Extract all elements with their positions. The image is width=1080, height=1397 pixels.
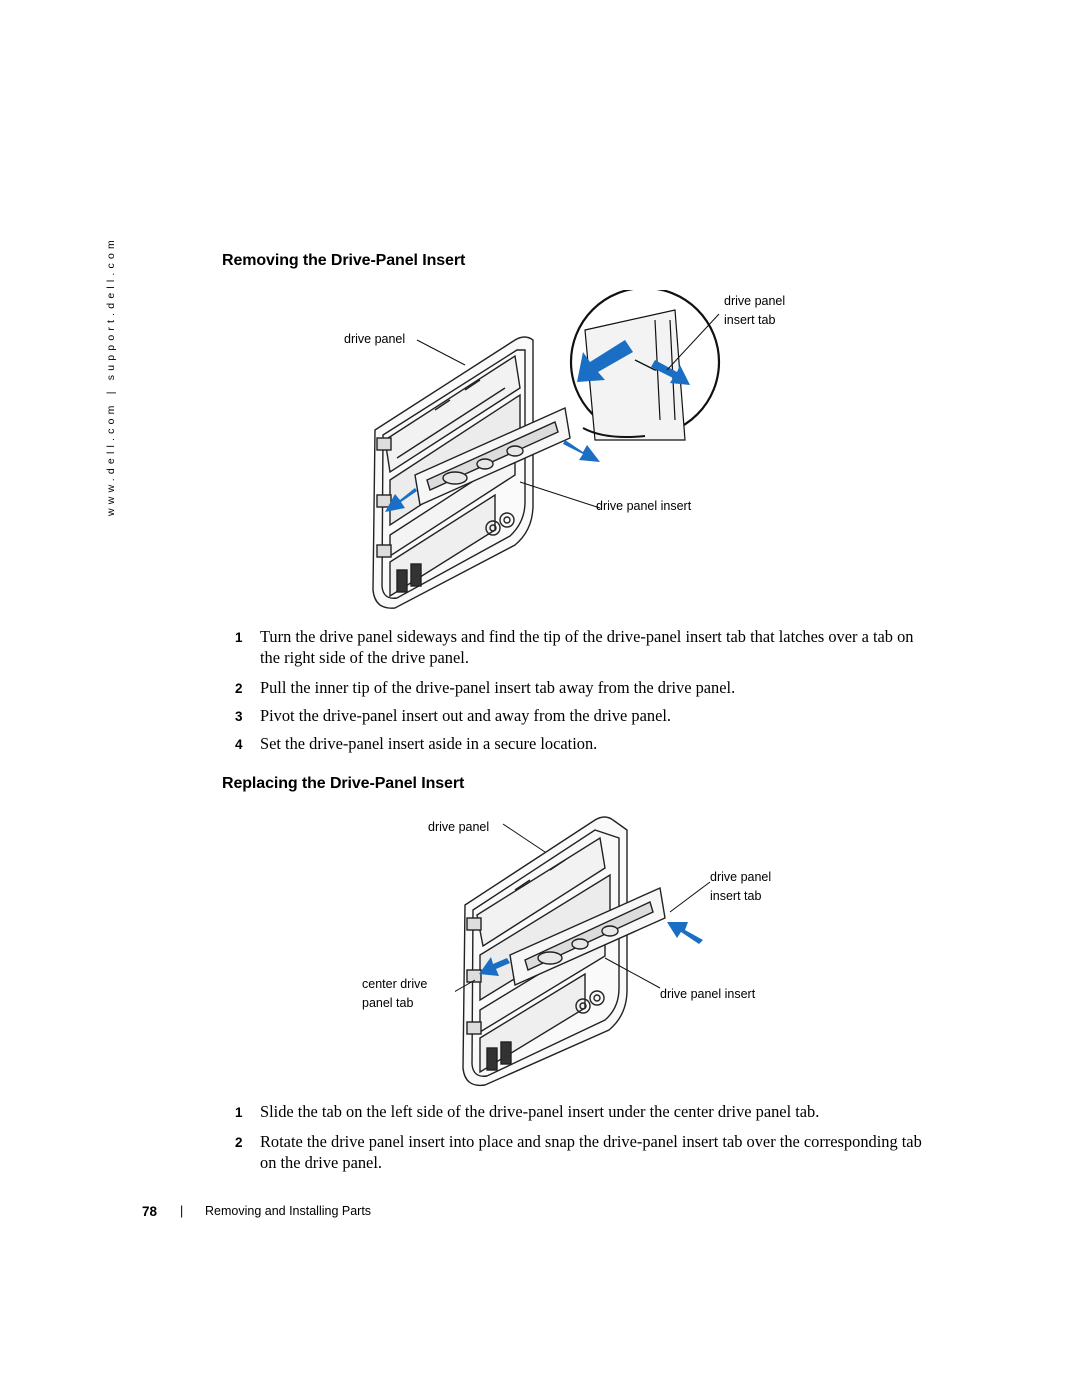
step-removing-4 [235, 733, 935, 754]
step-number: 1 [235, 1105, 243, 1120]
step-number: 4 [235, 737, 243, 752]
step-replacing-1 [235, 1101, 935, 1122]
label-insert-2: drive panel insert [660, 987, 756, 1001]
replacing-illustration [455, 810, 715, 1090]
label-center-tab: center drive panel tab [362, 977, 428, 1010]
step-removing-3 [235, 705, 935, 726]
label-drive-panel-2: drive panel [428, 820, 490, 834]
page-number: 78 [142, 1204, 158, 1219]
step-replacing-2 [235, 1131, 935, 1173]
step-text: Rotate the drive panel insert into place and snap the drive-panel insert tab over the corresponding tab on the drive panel. [260, 1132, 922, 1172]
removing-illustration [355, 290, 735, 610]
heading-replacing: Replacing the Drive-Panel Insert [222, 775, 465, 792]
label-insert-tab-2: drive panel insert tab [710, 870, 772, 903]
footer-separator: | [180, 1204, 184, 1218]
label-insert-1: drive panel insert [596, 499, 692, 513]
step-number: 2 [235, 681, 243, 696]
step-number: 1 [235, 630, 243, 645]
footer-section-title: Removing and Installing Parts [205, 1204, 372, 1218]
label-drive-panel-1: drive panel [344, 332, 406, 346]
step-text: Set the drive-panel insert aside in a secure location. [260, 734, 598, 753]
step-number: 3 [235, 709, 243, 724]
step-text: Slide the tab on the left side of the drive-panel insert under the center drive panel tab. [260, 1102, 820, 1121]
heading-removing: Removing the Drive-Panel Insert [222, 252, 466, 269]
step-number: 2 [235, 1135, 243, 1150]
step-removing-2 [235, 677, 935, 698]
step-text: Pull the inner tip of the drive-panel insert tab away from the drive panel. [260, 678, 736, 697]
label-insert-tab-1: drive panel insert tab [724, 294, 786, 327]
step-text: Turn the drive panel sideways and find the tip of the drive-panel insert tab that latches over a tab on the right side of the drive panel. [260, 627, 914, 667]
side-url: www.dell.com | support.dell.com [105, 236, 117, 516]
step-removing-1 [235, 626, 935, 668]
step-text: Pivot the drive-panel insert out and away from the drive panel. [260, 706, 672, 725]
